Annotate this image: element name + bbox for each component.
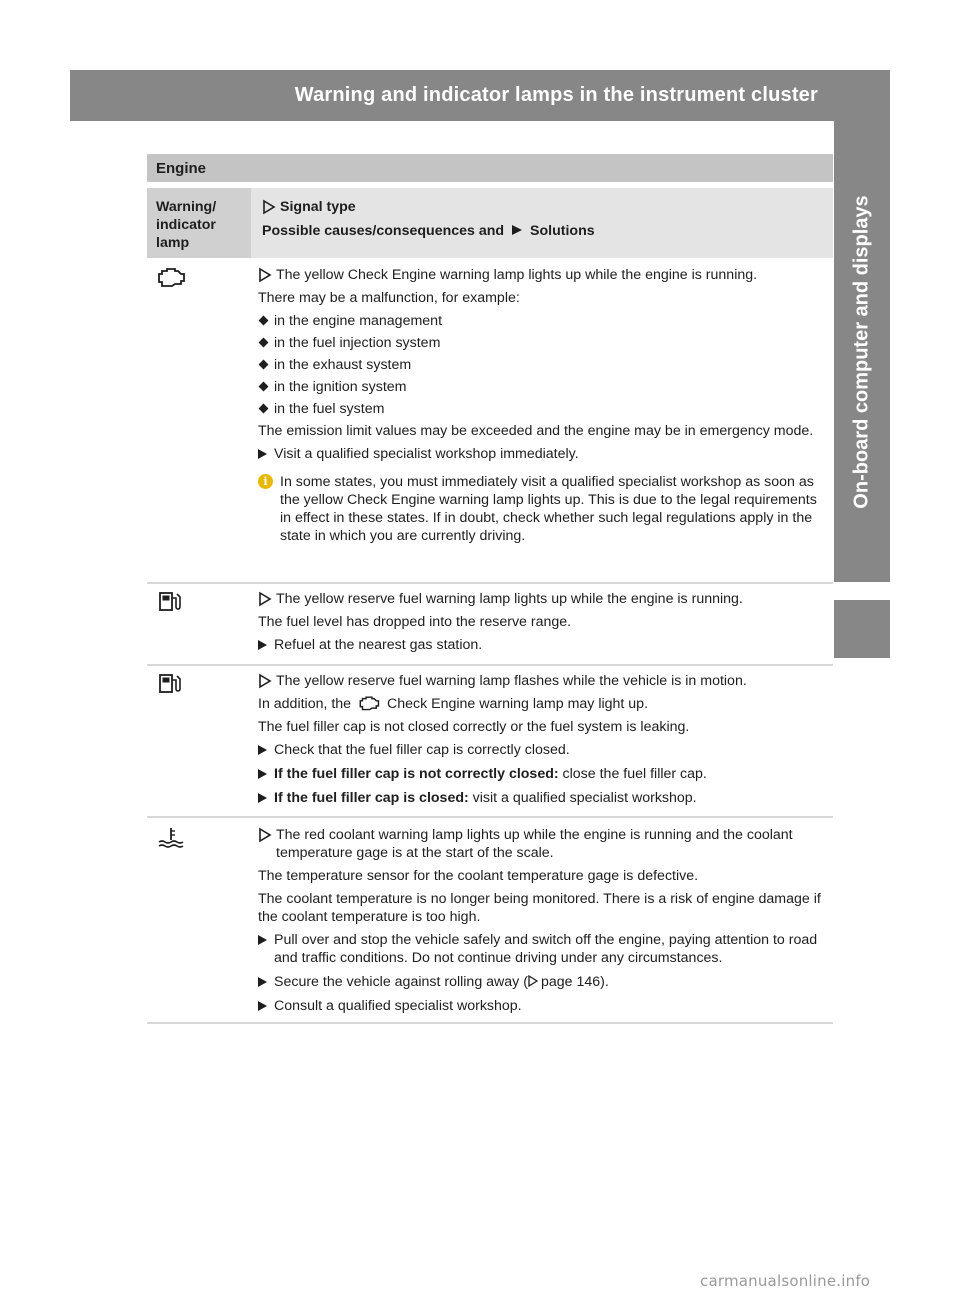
signal-triangle-icon — [262, 199, 276, 215]
description-text: The coolant temperature is no longer being monitored. There is a risk of engine damage if the coolant temperature is too high. — [258, 891, 821, 925]
solution-arrow-icon — [511, 224, 523, 236]
signal-type-header — [262, 198, 833, 216]
action-text: Check that the fuel filler cap is correctly closed. — [274, 742, 570, 758]
info-note — [258, 473, 828, 545]
table-row — [147, 826, 833, 1024]
list-item: in the fuel system — [258, 400, 828, 418]
signal-type-label: Signal type — [280, 199, 356, 215]
signal-triangle-icon — [258, 673, 272, 689]
action-text: visit a qualified specialist workshop. — [468, 790, 697, 806]
action-step — [258, 789, 828, 807]
row-content — [258, 590, 828, 660]
header-line: Warning/ — [156, 199, 217, 215]
description-text: The fuel filler cap is not closed correctly or the fuel system is leaking. — [258, 719, 690, 735]
action-step — [258, 741, 828, 759]
description-column-header — [251, 188, 833, 258]
row-content — [258, 266, 828, 545]
signal-text: The yellow Check Engine warning lamp lights up while the engine is running. — [276, 267, 758, 283]
list-item: in the engine management — [258, 312, 828, 330]
action-step — [258, 445, 828, 463]
info-icon: i — [258, 474, 273, 489]
table-row — [147, 590, 833, 666]
action-condition: If the fuel filler cap is not correctly closed: — [274, 766, 559, 782]
lamp-column-header — [147, 188, 251, 258]
arrow-icon — [258, 745, 267, 755]
text-prefix: In addition, the — [258, 696, 352, 712]
arrow-icon — [258, 793, 267, 803]
action-step — [258, 997, 828, 1015]
action-text: Secure the vehicle against rolling away ( — [274, 974, 528, 990]
page-reference-link[interactable]: page 146 — [540, 974, 601, 990]
watermark: carmanualsonline.info — [700, 1272, 871, 1290]
causes-header — [262, 222, 833, 240]
action-step — [258, 973, 828, 991]
header-line: lamp — [156, 235, 190, 251]
header-title: Warning and indicator lamps in the instrument cluster — [294, 84, 818, 106]
arrow-icon — [258, 769, 267, 779]
signal-text: The yellow reserve fuel warning lamp flashes while the vehicle is in motion. — [276, 673, 747, 689]
row-content — [258, 826, 828, 1021]
action-step — [258, 931, 828, 967]
header-line: indicator — [156, 217, 216, 233]
text-suffix: Check Engine warning lamp may light up. — [386, 696, 649, 712]
info-text: In some states, you must immediately visit a qualified specialist workshop as soon as the yellow Check Engine warning lamp lights up. This is due to the legal requirements in effect in these states. If in doubt, check whether such legal regulations apply in the state in which you are currently driving. — [280, 474, 817, 544]
signal-triangle-icon — [258, 267, 272, 283]
coolant-temperature-icon — [156, 826, 186, 848]
intro-text: There may be a malfunction, for example: — [258, 290, 520, 306]
description-text — [258, 695, 828, 713]
action-step — [258, 636, 828, 654]
arrow-icon — [258, 977, 267, 987]
list-item: in the exhaust system — [258, 356, 828, 374]
action-text: Consult a qualified specialist workshop. — [274, 998, 522, 1014]
fuel-pump-icon — [156, 590, 186, 612]
note-text: The emission limit values may be exceeded and the engine may be in emergency mode. — [258, 423, 814, 439]
action-step — [258, 765, 828, 783]
section-title: Engine — [147, 154, 833, 182]
page-number: 241 — [915, 84, 949, 106]
action-text: ). — [600, 974, 609, 990]
signal-triangle-icon — [258, 827, 272, 843]
table-row — [147, 266, 833, 584]
signal-line — [258, 672, 828, 690]
description-text: The fuel level has dropped into the reserve range. — [258, 614, 572, 630]
action-condition: If the fuel filler cap is closed: — [274, 790, 469, 806]
arrow-icon — [258, 640, 267, 650]
signal-line — [258, 826, 828, 862]
description-text: The temperature sensor for the coolant temperature gage is defective. — [258, 868, 699, 884]
check-engine-icon — [156, 266, 186, 288]
action-text: close the fuel filler cap. — [558, 766, 707, 782]
fuel-pump-icon — [156, 672, 186, 694]
chapter-title: On-board computer and displays — [850, 195, 873, 509]
arrow-icon — [258, 449, 267, 459]
signal-line — [258, 266, 828, 284]
signal-triangle-icon — [258, 591, 272, 607]
table-row — [147, 672, 833, 818]
check-engine-icon — [358, 695, 380, 711]
row-content — [258, 672, 828, 813]
page-header — [70, 70, 949, 121]
signal-line — [258, 590, 828, 608]
list-item: in the ignition system — [258, 378, 828, 396]
table-header — [147, 188, 833, 258]
arrow-icon — [258, 1001, 267, 1011]
list-item: in the fuel injection system — [258, 334, 828, 352]
action-text: Visit a qualified specialist workshop immediately. — [274, 446, 579, 462]
action-text: Pull over and stop the vehicle safely and switch off the engine, paying attention to road and traffic conditions. Do not continue driving under any circumstances. — [274, 932, 818, 966]
signal-text: The red coolant warning lamp lights up while the engine is running and the coolant temperature gage is at the start of the scale. — [276, 827, 793, 861]
causes-label: Possible causes/consequences and — [262, 223, 505, 239]
page-reference-triangle-icon — [528, 975, 538, 987]
action-text: Refuel at the nearest gas station. — [274, 637, 483, 653]
signal-text: The yellow reserve fuel warning lamp lights up while the engine is running. — [276, 591, 743, 607]
solutions-label: Solutions — [530, 223, 595, 239]
arrow-icon — [258, 935, 267, 945]
chapter-marker — [834, 600, 890, 658]
